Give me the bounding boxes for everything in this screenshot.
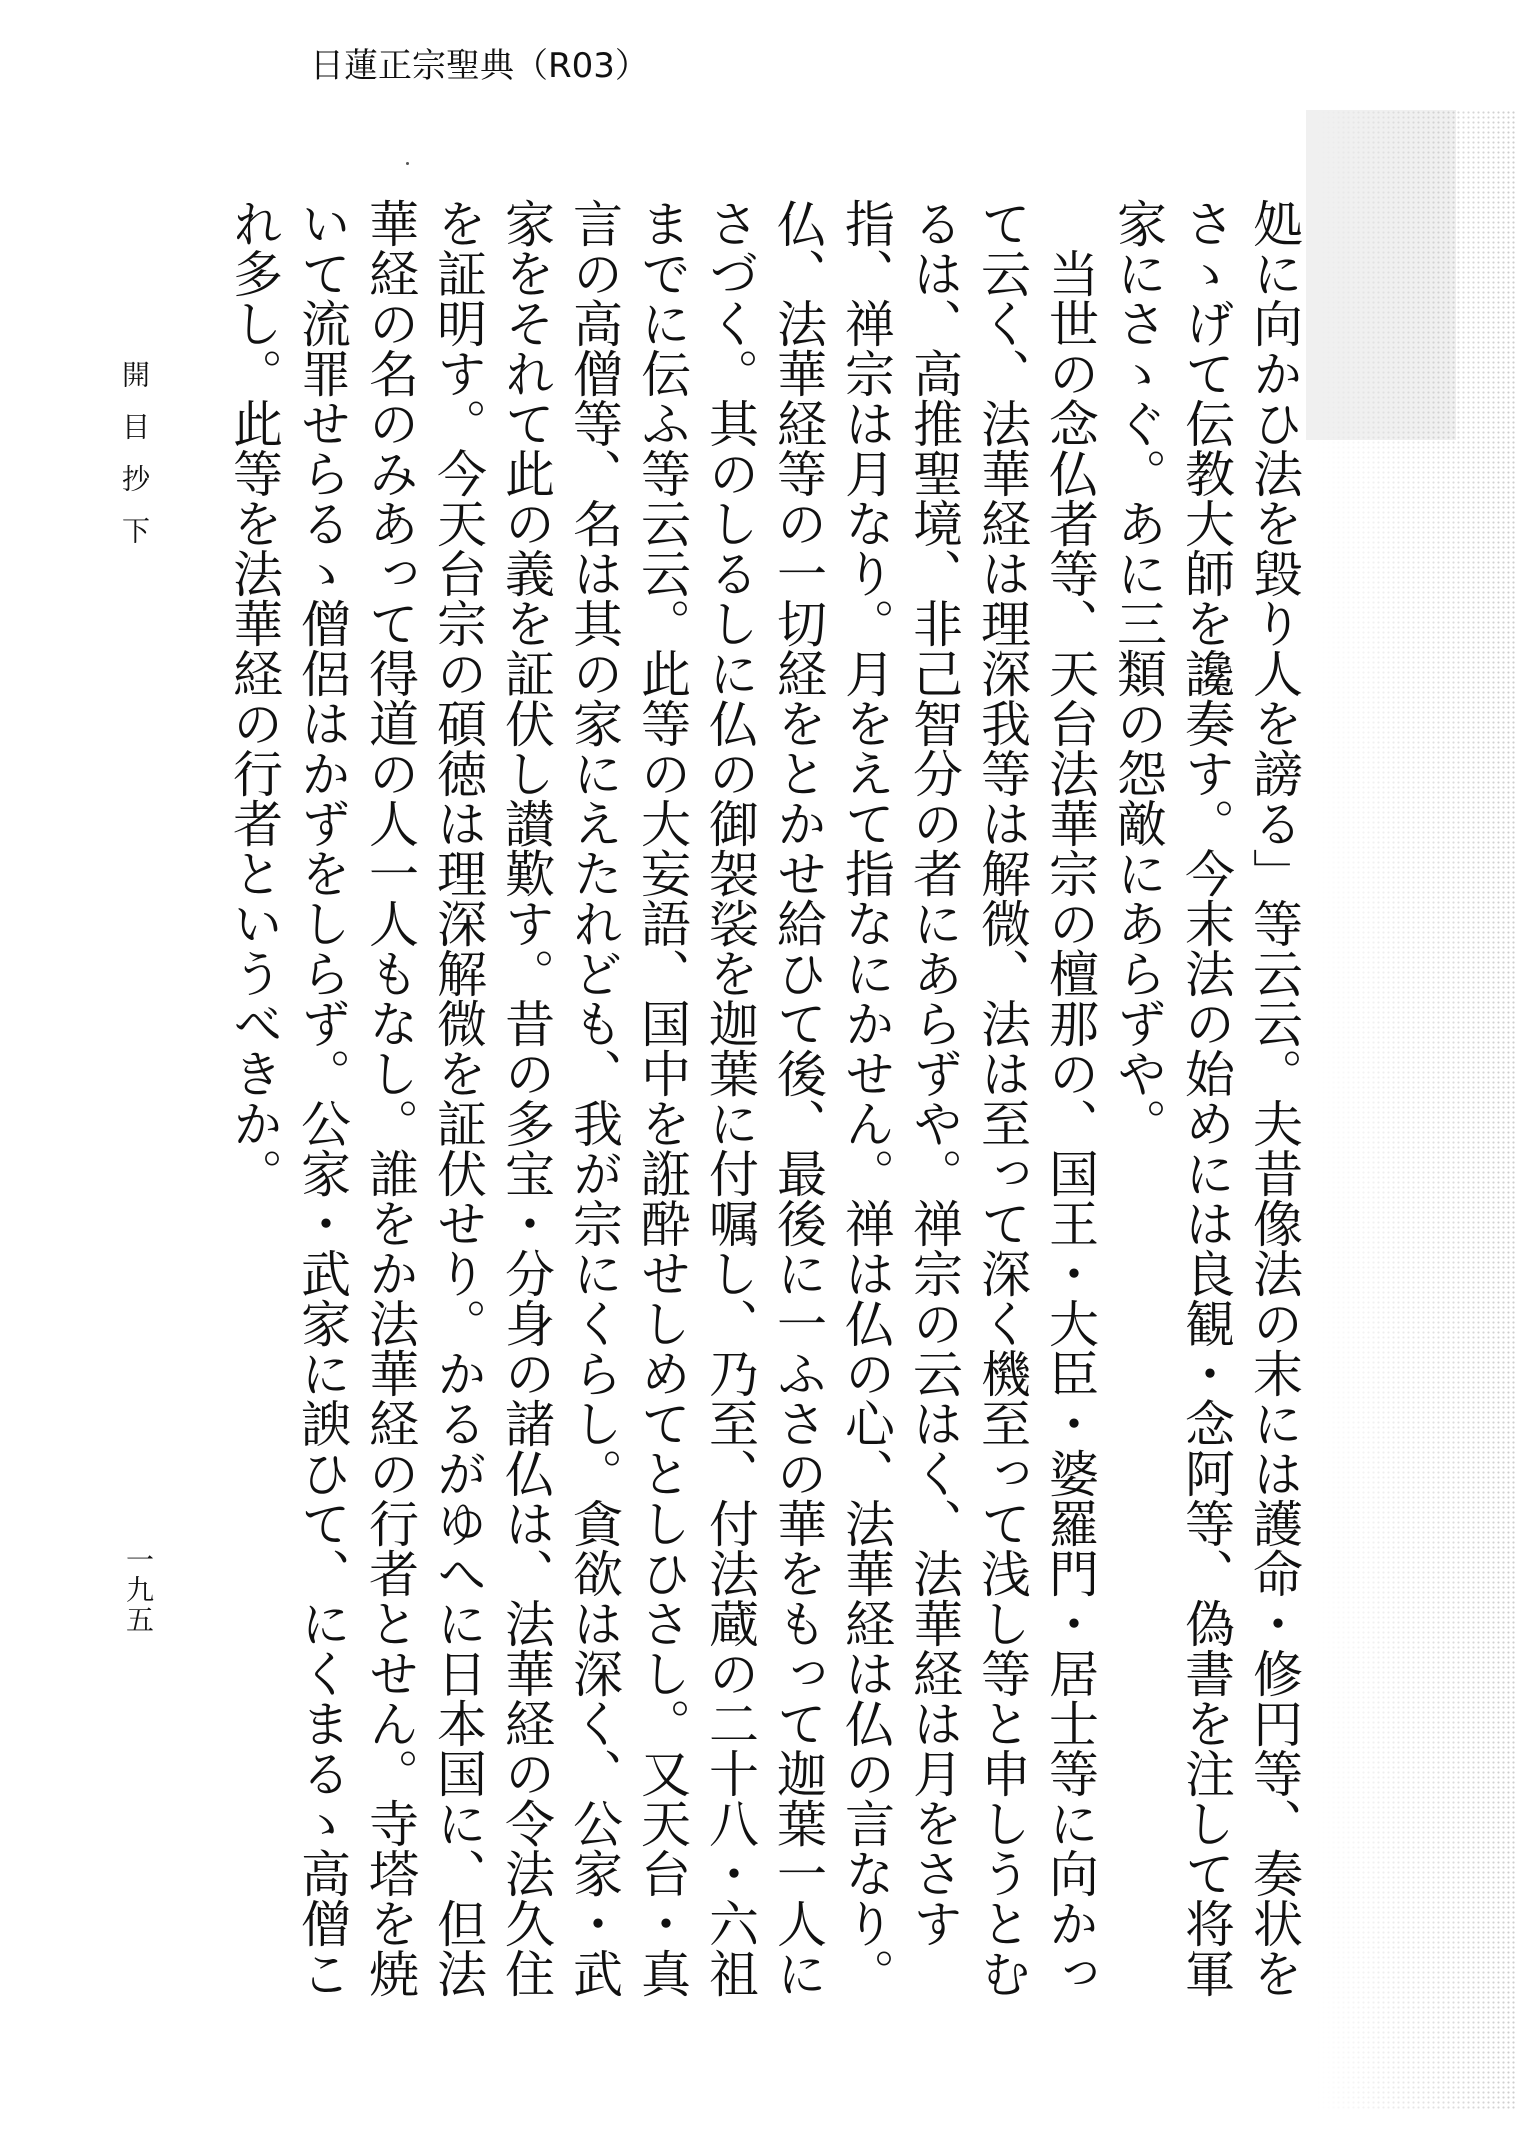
paragraph: 処に向かひ法を毀り人を謗る」等云云。夫昔像法の末には護命・修円等、奏状をさゝげて伝教大師を讒奏す。今末法の始めには良観・念阿等、偽書を注して将軍家にさゝぐ。あに三類の怨敵にあらずや。: [1109, 198, 1303, 1998]
page-number: 一九五: [122, 1545, 155, 1635]
scan-speckle-edge: [1316, 110, 1516, 2110]
scan-dust-mark: [406, 162, 409, 165]
paragraph: 当世の念仏者等、天台法華宗の檀那の、国王・大臣・婆羅門・居士等に向かって云く、法華経は理深我等は解微、法は至って深く機至って浅し等と申しうとむるは、高推聖境、非己智分の者にあらずや。禅宗の云はく、法華経は月をさす指、禅宗は月なり。月をえて指なにかせん。禅は仏の心、法華経は仏の言なり。仏、法華経等の一切経をとかせ給ひて後、最後に一ふさの華をもって迦葉一人にさづく。其のしるしに仏の御袈裟を迦葉に付嘱し、乃至、付法蔵の二十八・六祖までに伝ふ等云云。此等の大妄語、国中を誑酔せしめてとしひさし。又天台・真言の高僧等、名は其の家にえたれども、我が宗にくらし。貪欲は深く、公家・武家をそれて此の義を証伏し讃歎す。昔の多宝・分身の諸仏は、法華経の令法久住を証明す。今天台宗の碩徳は理深解微を証伏せり。かるがゆへに日本国に、但法華経の名のみあって得道の人一人もなし。誰をか法華経の行者とせん。寺塔を焼いて流罪せらるゝ僧侶はかずをしらず。公家・武家に諛ひて、にくまるゝ高僧これ多し。此等を法華経の行者というべきか。: [225, 198, 1099, 1998]
running-title: 開目抄下: [118, 360, 151, 568]
page-header-title: 日蓮正宗聖典（R03）: [310, 46, 649, 86]
main-text-block: [196, 198, 1308, 1998]
